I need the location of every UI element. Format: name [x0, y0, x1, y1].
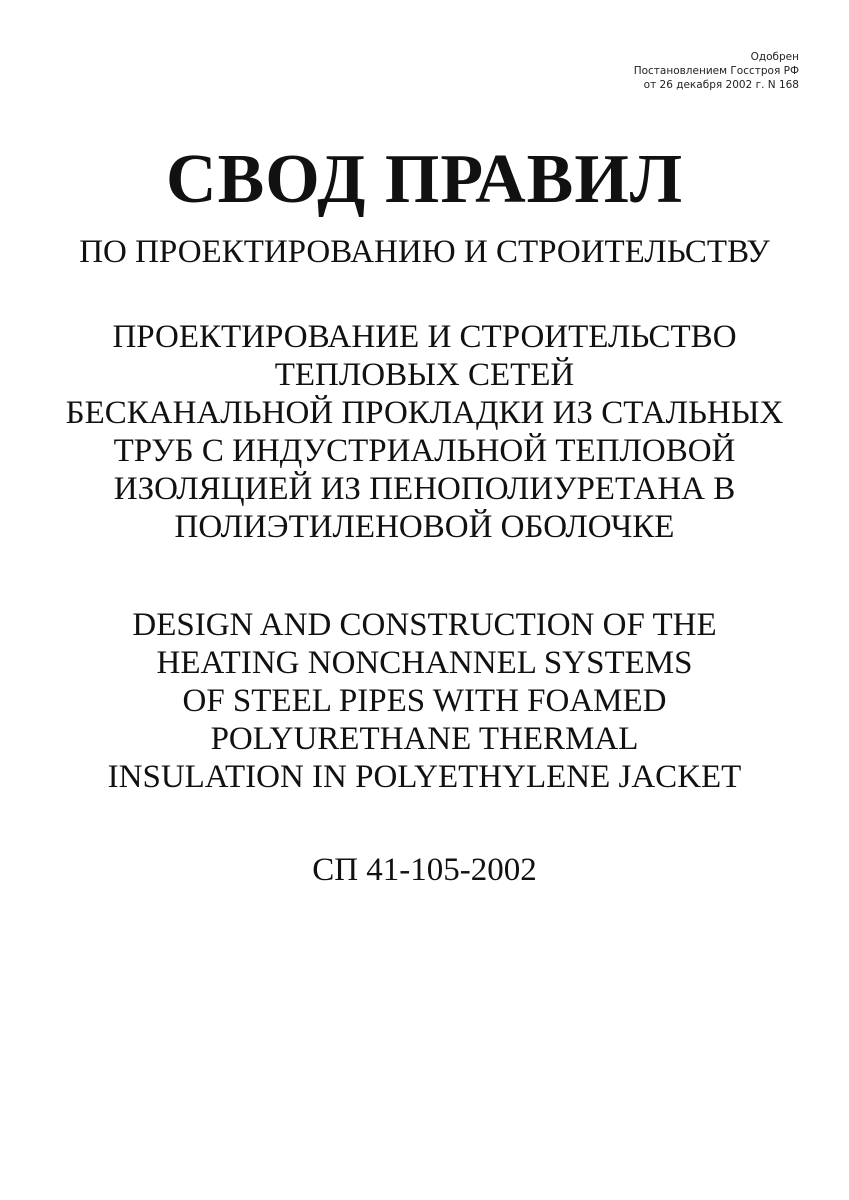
approval-line: от 26 декабря 2002 г. N 168 — [643, 79, 799, 91]
document-code: СП 41-105-2002 — [312, 852, 537, 888]
approval-line: Постановлением Госстроя РФ — [633, 65, 799, 77]
approval-line: Одобрен — [750, 51, 799, 63]
english-title-line: DESIGN AND CONSTRUCTION OF THE — [132, 607, 717, 643]
russian-title-line: ПРОЕКТИРОВАНИЕ И СТРОИТЕЛЬСТВО — [112, 319, 737, 355]
russian-title-line: ПОЛИЭТИЛЕНОВОЙ ОБОЛОЧКЕ — [174, 509, 675, 545]
russian-title-line: ИЗОЛЯЦИЕЙ ИЗ ПЕНОПОЛИУРЕТАНА В — [113, 471, 736, 507]
english-title-line: POLYURETHANE THERMAL — [210, 721, 639, 757]
english-title-block — [0, 606, 849, 796]
english-title-line: INSULATION IN POLYETHYLENE JACKET — [107, 759, 742, 795]
approval-note — [634, 50, 799, 92]
document-subtitle: ПО ПРОЕКТИРОВАНИЮ И СТРОИТЕЛЬСТВУ — [79, 234, 770, 270]
russian-title-block — [0, 318, 849, 546]
russian-title-line: БЕСКАНАЛЬНОЙ ПРОКЛАДКИ ИЗ СТАЛЬНЫХ — [65, 395, 784, 431]
english-title-line: HEATING NONCHANNEL SYSTEMS — [156, 645, 693, 681]
document-title: СВОД ПРАВИЛ — [166, 141, 683, 218]
english-title-line: OF STEEL PIPES WITH FOAMED — [182, 683, 667, 719]
russian-title-line: ТЕПЛОВЫХ СЕТЕЙ — [274, 357, 575, 393]
russian-title-line: ТРУБ С ИНДУСТРИАЛЬНОЙ ТЕПЛОВОЙ — [113, 433, 736, 469]
